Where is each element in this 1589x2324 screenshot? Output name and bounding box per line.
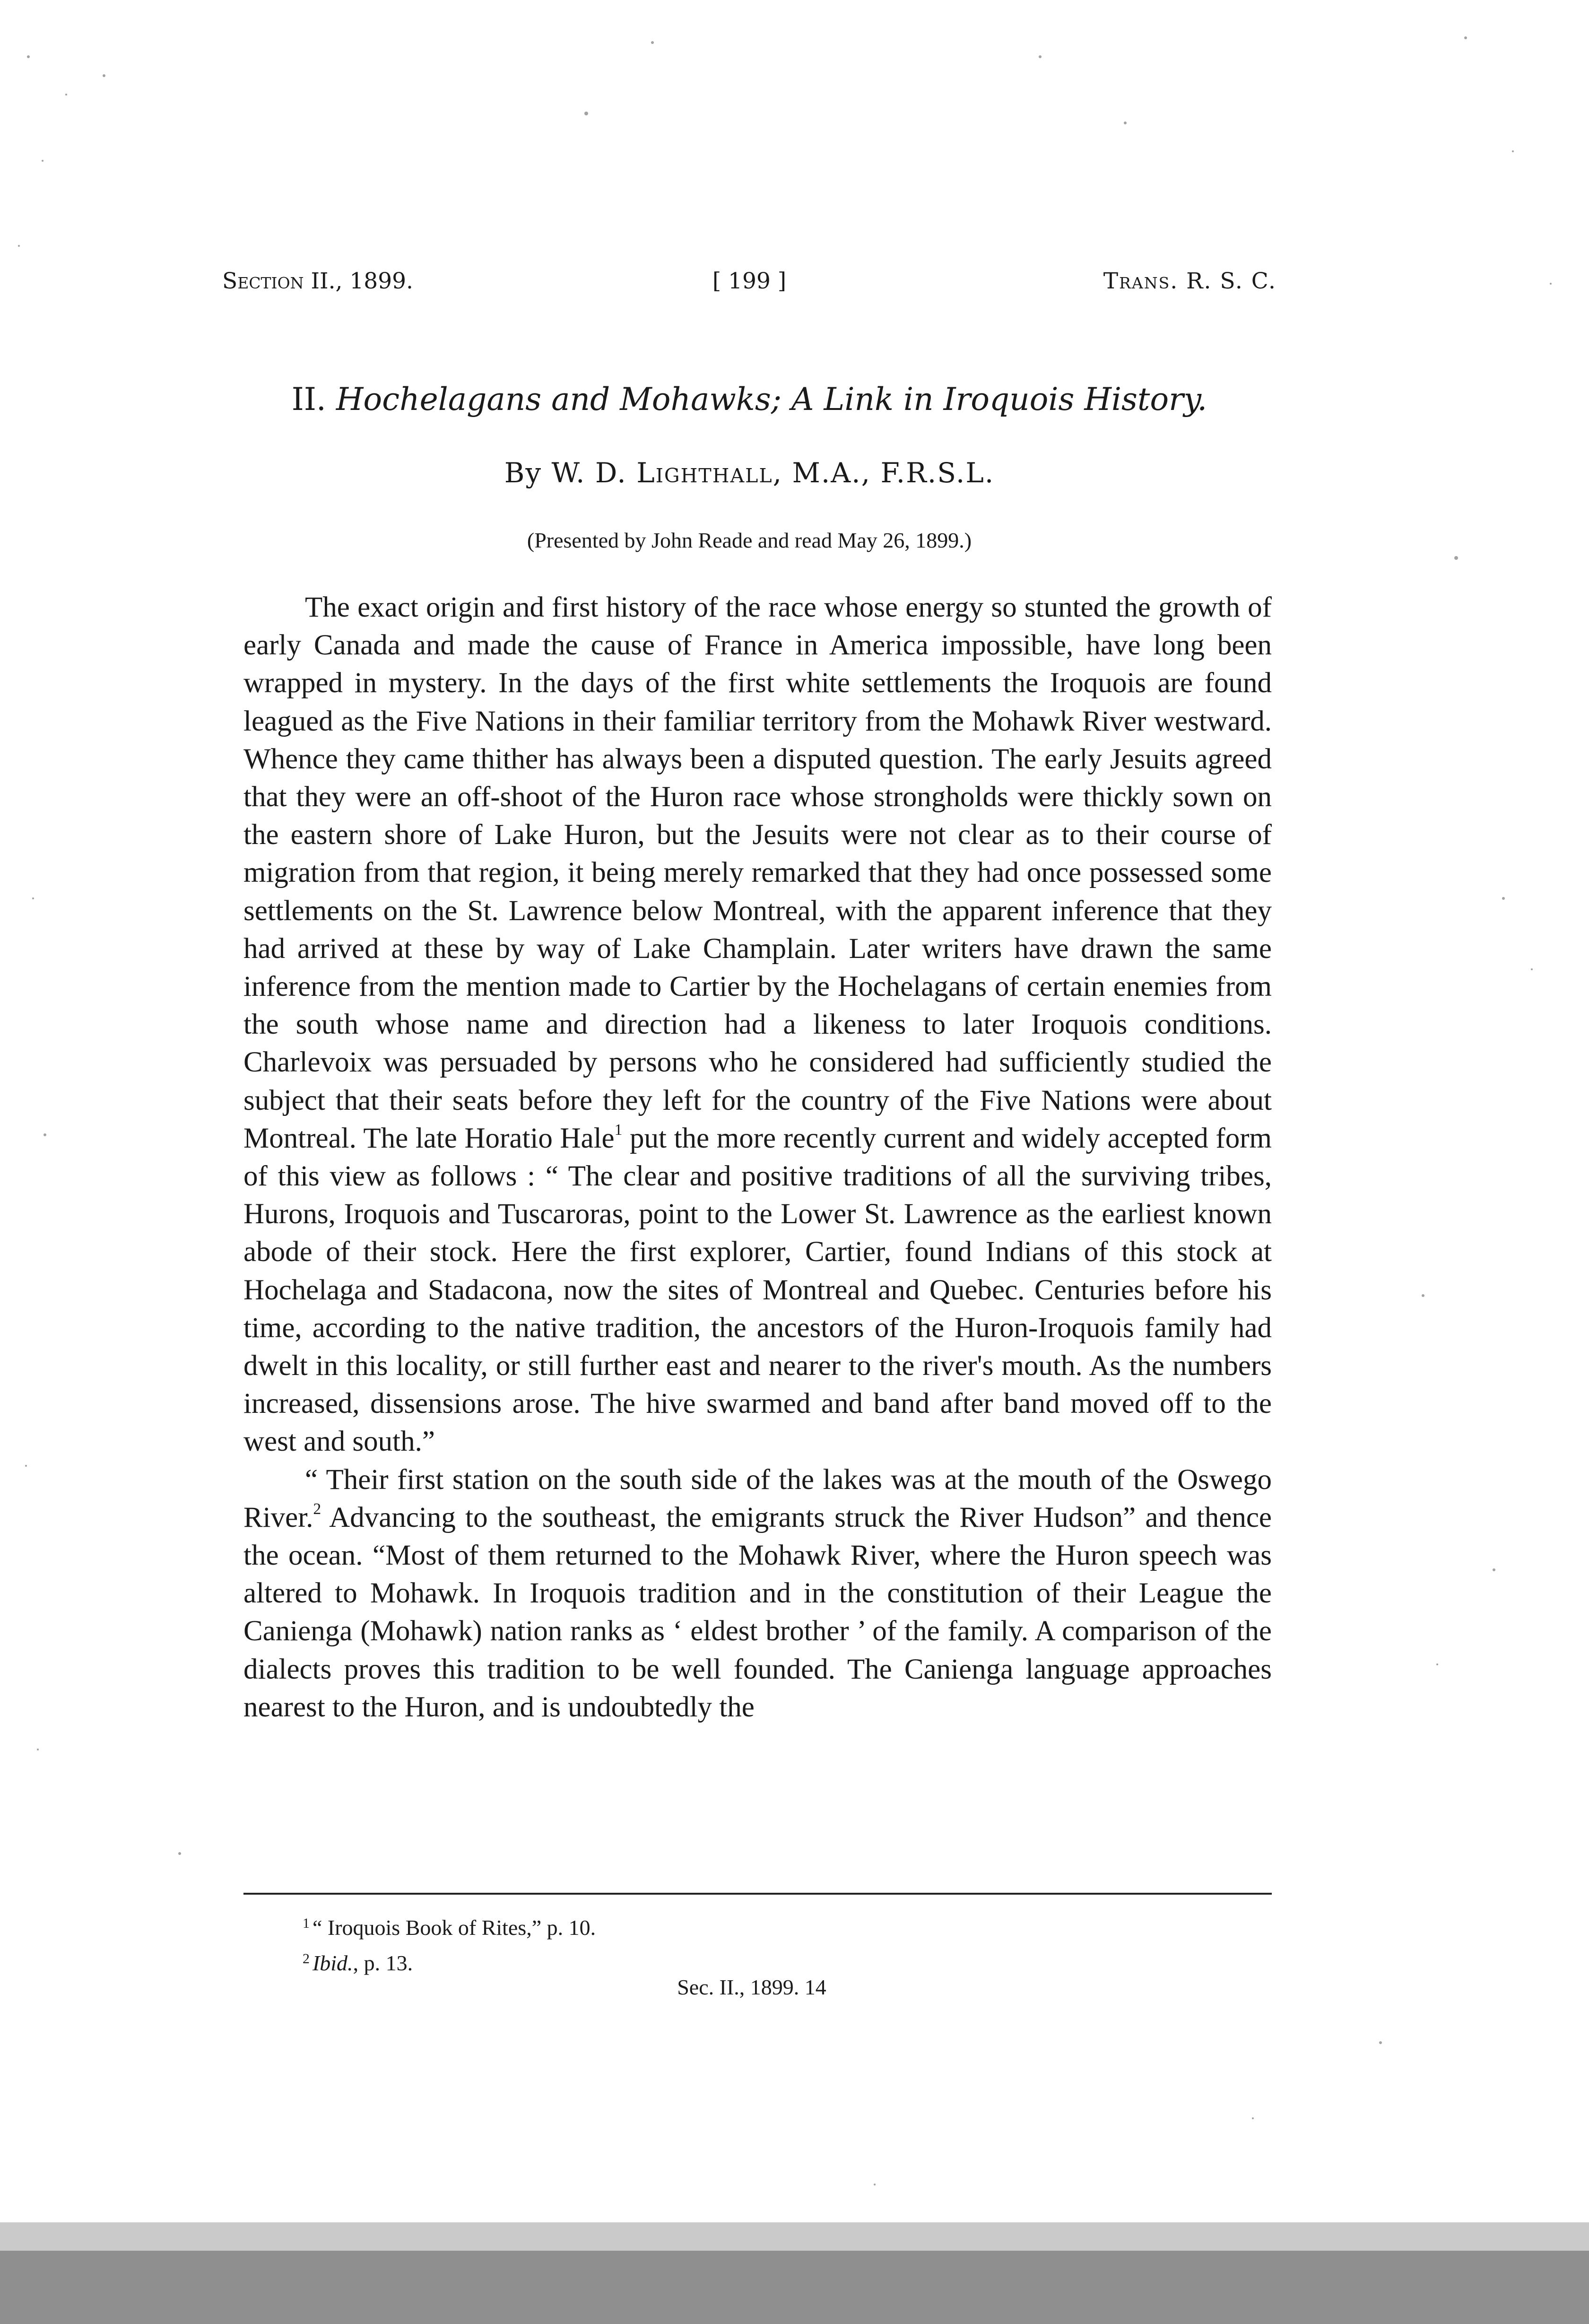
presentation-note: (Presented by John Reade and read May 26, 1899.) [527, 528, 972, 552]
paragraph-1-part-a: The exact origin and first history of the race whose energy so stunted the growth of early Canada and made the cause of France in America impossible, have long been wrapped in mystery. In the days of the first white settlements the Iroquois are found leagued as the Five Nations in their familiar territory from the Mohawk River westward. Whence they came thither has always been a disputed question. The early Jesuits agreed that they were an off-shoot of the Huron race whose strongholds were thickly sown on the eastern shore of Lake Huron, but the Jesuits were not clear as to their course of migration from that region, it being merely remarked that they had once possessed some settlements on the St. Lawrence below Montreal, with the apparent inference that they had arrived at these by way of Lake Champlain. Later writers have drawn the same inference from the mention made to Cartier by the Hochelagans of certain enemies from the south whose name and direction had a likeness to later Iroquois conditions. Charlevoix was persuaded by persons who he considered had sufficiently studied the subject that their seats before they left for the country of the Five Nations were about Montreal. The late Horatio Hale [243, 592, 1272, 1154]
footnote-ref-2: 2 [313, 1500, 321, 1518]
byline-prefix: By W. D. [504, 457, 627, 489]
article-number: II. [291, 381, 326, 418]
paragraph-2-part-b: Advancing to the southeast, the emigrants struck the River Hudson” and thence the ocean. “Most of them returned to the Mohawk River, where the Huron speech was altered to Mohawk. In Iroquois tradition and in the constitution of their League the Canienga (Mohawk) nation ranks as ‘ eldest brother ’ of the family. A comparison of the dialects proves this tradition to be well founded. The Canienga language approaches nearest to the Huron, and is undoubtedly the [243, 1501, 1272, 1723]
footnote-divider [243, 1893, 1272, 1895]
paragraph-1 [243, 589, 1272, 1461]
paragraph-2 [243, 1461, 1272, 1726]
footnote-mark: 2 [303, 1950, 310, 1967]
article-title-text: Hochelagans and Mohawks; A Link in Iroquois History. [336, 381, 1207, 418]
paragraph-2-part-a: “ Their first station on the south side of the lakes was at the mouth of the Oswego River. [243, 1463, 1272, 1533]
footnote-text: , p. 13. [353, 1950, 413, 1975]
author-byline [222, 454, 1276, 492]
body-text [243, 589, 1272, 1726]
page-number: [ 199 ] [712, 268, 787, 294]
footnote-text: “ Iroquois Book of Rites,” p. 10. [312, 1915, 596, 1940]
paragraph-1-part-b: put the more recently current and widely accepted form of this view as follows : “ The clear and positive traditions of all the surviving tribes, Hurons, Iroquois and Tuscaroras, point to the Lower St. Lawrence as the earliest known abode of their stock. Here the first explorer, Cartier, found Indians of this stock at Hochelaga and Stadacona, now the sites of Montreal and Quebec. Centuries before his time, according to the native tradition, the ancestors of the Huron-Iroquois family had dwelt in this locality, or still further east and nearer to the river's mouth. As the numbers increased, dissensions arose. The hive swarmed and band after band moved off to the west and south.” [243, 1122, 1272, 1458]
section-label: Section II., 1899. [222, 268, 413, 294]
author-credentials: , M.A., F.R.S.L. [773, 457, 995, 489]
article-title [222, 378, 1276, 421]
footnote-mark: 1 [303, 1915, 310, 1931]
footnote-ref-1: 1 [614, 1121, 623, 1139]
footnotes [303, 1908, 1154, 1979]
author-name: Lighthall [636, 457, 773, 489]
running-header [222, 265, 1276, 298]
footnote-1 [303, 1908, 1154, 1943]
footnote-ibid: Ibid. [312, 1950, 353, 1975]
journal-label: Trans. R. S. C. [1103, 268, 1276, 294]
signature-mark: Sec. II., 1899. 14 [677, 1975, 826, 1999]
